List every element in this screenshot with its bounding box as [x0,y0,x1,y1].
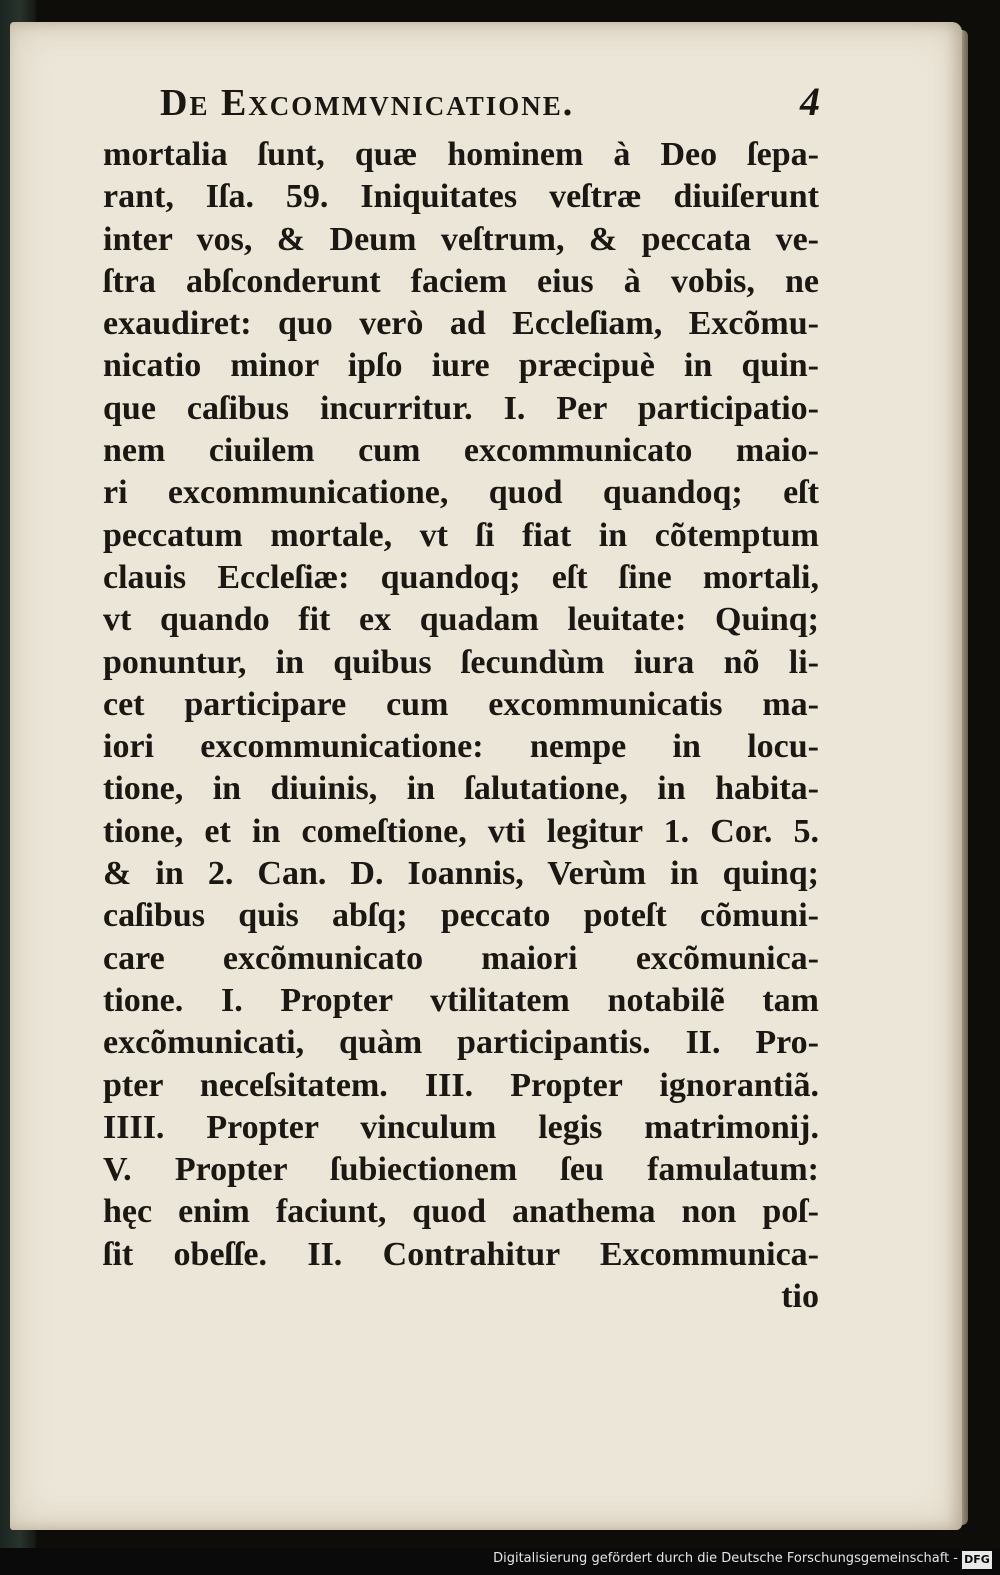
text-line: caſibus quis abſq; peccato poteſt cõmuni- [103,897,819,935]
page-number: 4 [800,79,820,124]
funding-note: Digitalisierung gefördert durch die Deutsche Forschungsgemeinschaft - [493,1551,958,1566]
text-line: IIII. Propter vinculum legis matrimonij. [103,1108,819,1146]
running-head [160,78,820,128]
body-text [103,134,819,1318]
text-line: nem ciuilem cum excommunicato maio- [103,432,819,470]
running-title: De Excommvnicatione. [160,82,575,124]
text-line: iori excommunicatione: nempe in locu- [103,728,819,766]
text-line: care excõmunicato maiori excõmunica- [103,939,819,977]
text-line: cet participare cum excommunicatis ma- [103,685,819,723]
text-line: tione, et in comeſtione, vti legitur 1. Cor. 5. [103,812,819,850]
text-line: ſtra abſconderunt faciem eius à vobis, ne [103,262,819,300]
text-line: & in 2. Can. D. Ioannis, Verùm in quinq; [103,855,819,893]
text-line: excõmunicati, quàm participantis. II. Pro- [103,1024,819,1062]
text-line: nicatio minor ipſo iure præcipuè in quin- [103,347,819,385]
text-line: V. Propter ſubiectionem ſeu famulatum: [103,1151,819,1189]
text-line: tione. I. Propter vtilitatem notabilẽ tam [103,981,819,1019]
text-line: rant, Iſa. 59. Iniquitates veſtræ diuiſerunt [103,178,819,216]
text-line: exaudiret: quo verò ad Eccleſiam, Excõmu- [103,305,819,343]
text-line: vt quando fit ex quadam leuitate: Quinq; [103,601,819,639]
text-line: mortalia ſunt, quæ hominem à Deo ſepa- [103,136,819,173]
catchword: tio [781,1278,819,1316]
text-line: ponuntur, in quibus ſecundùm iura nõ li- [103,643,819,681]
dfg-logo: DFG [962,1551,992,1569]
text-line: tione, in diuinis, in ſalutatione, in habita- [103,770,819,808]
text-line: ſit obeſſe. II. Contrahitur Excommunica- [103,1235,819,1273]
text-line: ri excommunicatione, quod quandoq; eſt [103,474,819,512]
text-line: peccatum mortale, vt ſi fiat in cõtemptum [103,516,819,554]
text-line: hęc enim faciunt, quod anathema non poſ- [103,1193,819,1231]
text-line: pter neceſsitatem. III. Propter ignorantiã. [103,1066,819,1104]
text-line: clauis Eccleſiæ: quandoq; eſt ſine mortali, [103,558,819,596]
text-line: que caſibus incurritur. I. Per participatio- [103,389,819,427]
text-line: inter vos, & Deum veſtrum, & peccata ve- [103,220,819,258]
